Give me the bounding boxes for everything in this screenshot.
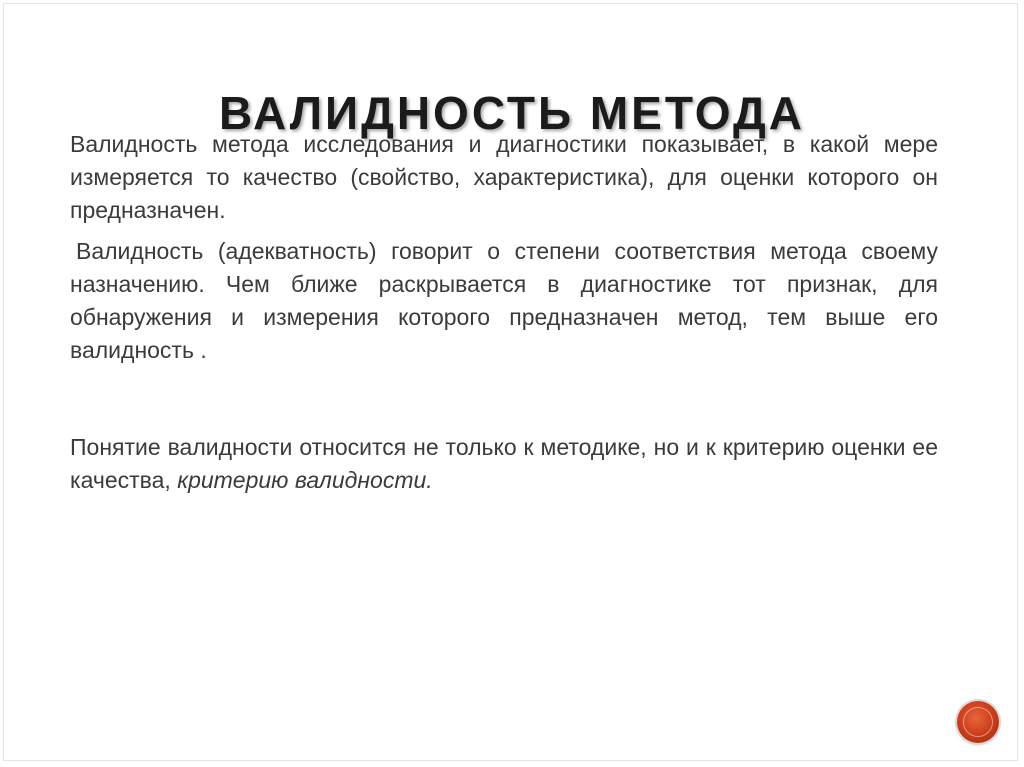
paragraph-validity-adequacy: Валидность (адекватность) говорит о степени соответствия метода своему назначению. Чем ближе раскрывается в диагностике тот признак, для обнаружения и измерения которого предназначен метод, тем выше его валидность . [70,238,938,363]
paragraph-validity-definition: Валидность метода исследования и диагностики показывает, в какой мере измеряется то качество (свойство, характеристика), для оценки которого он предназначен. [70,131,938,223]
slide-body [70,128,938,497]
paragraph-criterion-text: Понятие валидности относится не только к методике, но и к критерию оценки ее качества, [70,434,938,493]
circle-button-icon[interactable] [957,701,999,743]
paragraph-criterion-emphasis: критерию валидности. [177,467,433,493]
paragraph-validity-criterion [70,431,938,497]
slide-title: ВАЛИДНОСТЬ МЕТОДА [219,86,805,139]
